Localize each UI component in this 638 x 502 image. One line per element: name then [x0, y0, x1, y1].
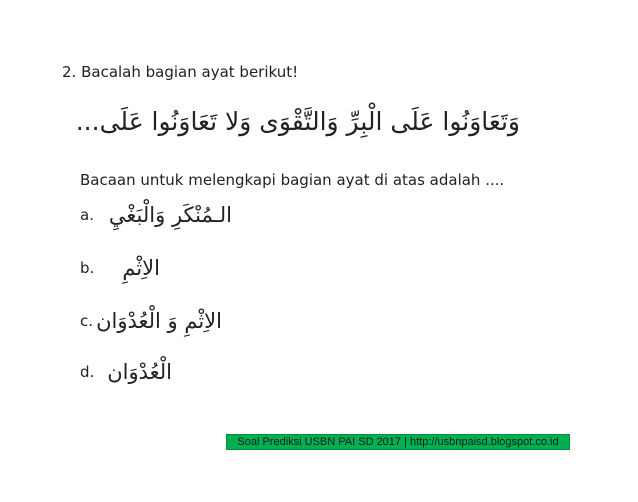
question-number: 2.	[62, 63, 77, 81]
option-a-letter: a.	[80, 206, 94, 224]
option-a-text: الـمُنْكَرِ وَالْبَغْيِ	[108, 203, 232, 227]
question-prompt: Bacaan untuk melengkapi bagian ayat di atas adalah ....	[80, 171, 505, 189]
question-text: Bacalah bagian ayat berikut!	[81, 63, 299, 81]
option-d-text: الْعُدْوَان	[107, 360, 172, 384]
option-b-letter: b.	[80, 259, 95, 277]
option-c-text: الاِثْمِ وَ الْعُدْوَان	[96, 309, 222, 333]
footer-source-banner: Soal Prediksi USBN PAI SD 2017 | http://usbnpaisd.blogspot.co.id	[226, 434, 570, 450]
ayat-arabic-text: وَتَعَاوَنُوا عَلَى الْبِرِّ وَالتَّقْوَى وَلا تَعَاوَنُوا عَلَى...	[75, 107, 520, 136]
option-c-letter: c.	[80, 312, 94, 330]
option-b-text: الاِثْمِ	[122, 256, 160, 280]
option-d-letter: d.	[80, 363, 95, 381]
question-line	[62, 62, 298, 82]
